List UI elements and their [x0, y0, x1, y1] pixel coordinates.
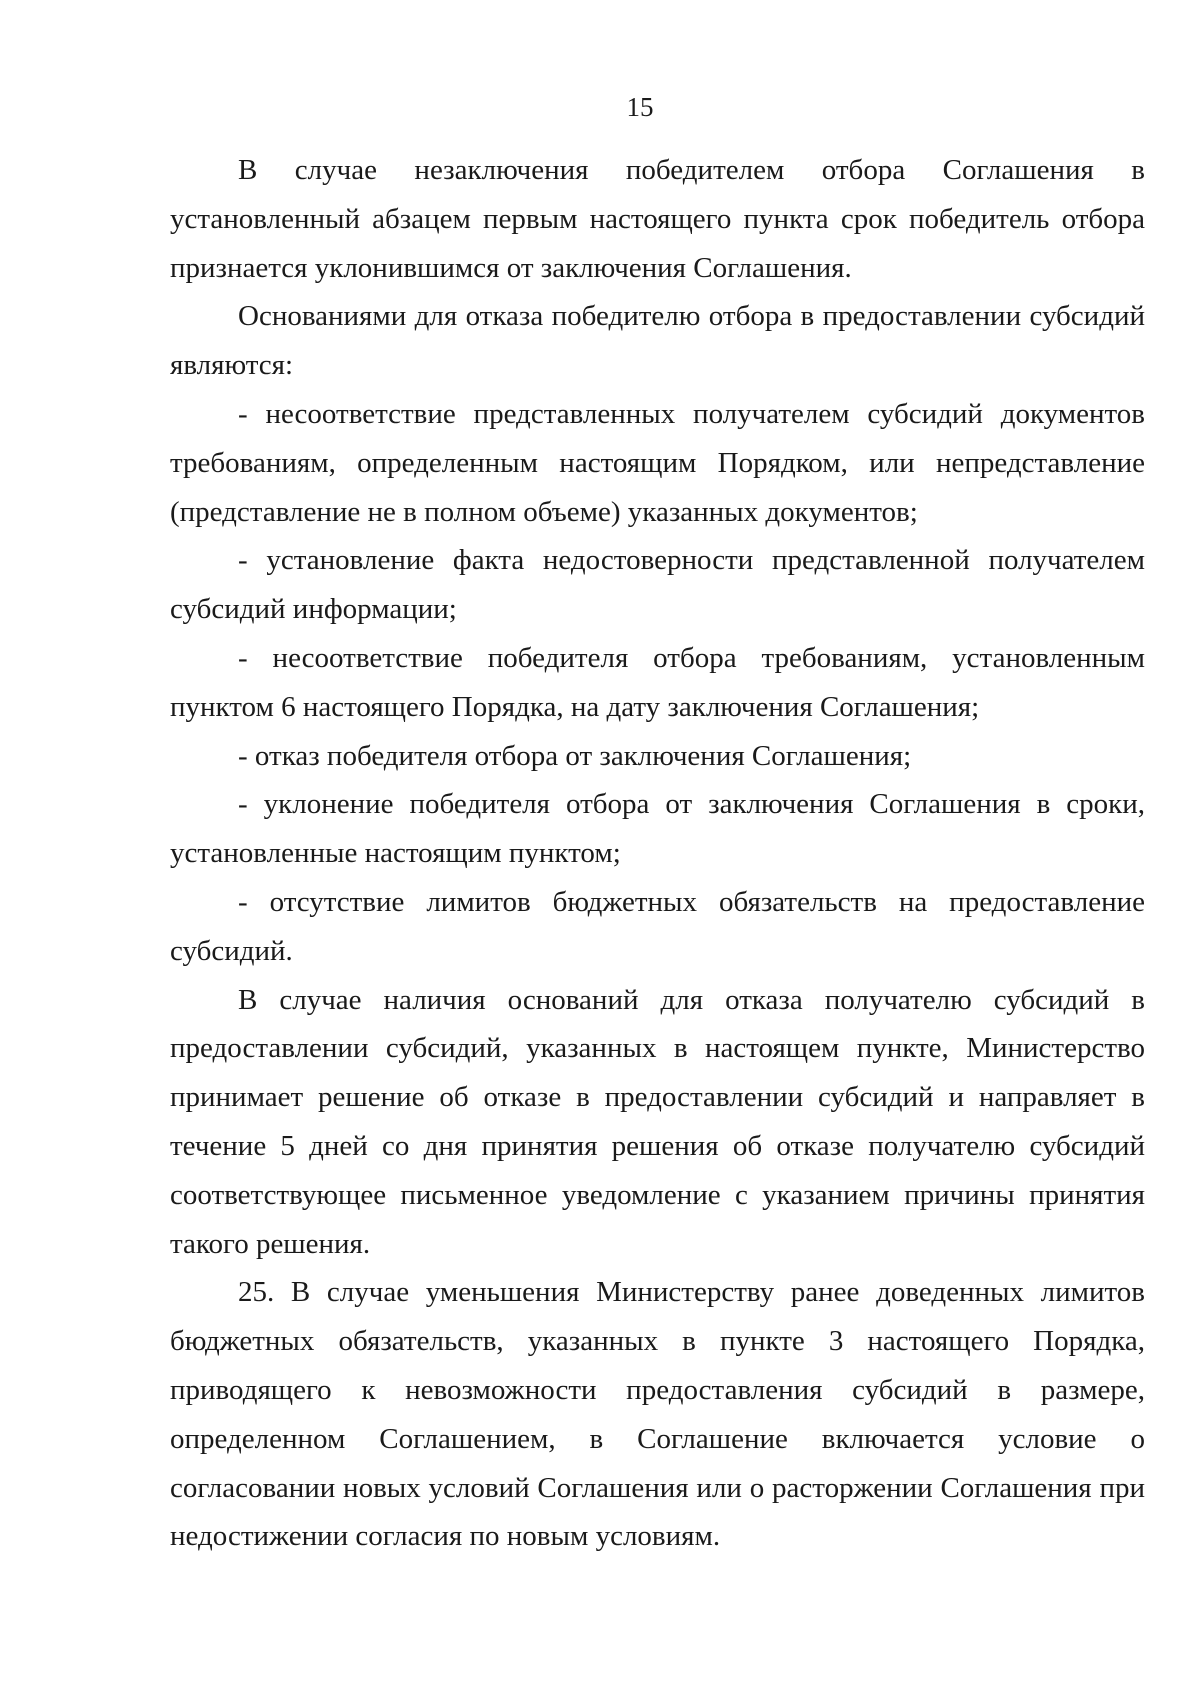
paragraph-clause-25: 25. В случае уменьшения Министерству ранее доведенных лимитов бюджетных обязательств, указанных в пункте 3 настоящего Порядка, приводящего к невозможности предоставления субсидий в размере, определенном Соглашением, в Соглашение включается условие о согласовании новых условий Соглашения или о расторжении Соглашения при недостижении согласия по новым условиям. [170, 1276, 1145, 1553]
list-item-no-limits: - отсутствие лимитов бюджетных обязательств на предоставление субсидий. [170, 885, 1145, 967]
paragraph-evasion: В случае незаключения победителем отбора Соглашения в установленный абзацем первым настоящего пункта срок победитель отбора признается уклонившимся от заключения Соглашения. [170, 154, 1145, 284]
list-item-noncompliance-documents: - несоответствие представленных получателем субсидий документов требованиям, определенным настоящим Порядком, или непредставление (представление не в полном объеме) указанных документов; [170, 397, 1145, 528]
list-item-false-information: - установление факта недостоверности представленной получателем субсидий информации; [170, 544, 1145, 626]
list-item-noncompliance-winner: - несоответствие победителя отбора требованиям, установленным пунктом 6 настоящего Порядка, на дату заключения Соглашения; [170, 641, 1145, 723]
list-item-evasion-deadline: - уклонение победителя отбора от заключения Соглашения в сроки, установленные настоящим пунктом; [170, 788, 1145, 870]
paragraph-refusal-grounds: Основаниями для отказа победителю отбора в предоставлении субсидий являются: [170, 300, 1145, 382]
paragraph-refusal-notice: В случае наличия оснований для отказа получателю субсидий в предоставлении субсидий, указанных в настоящем пункте, Министерство принимает решение об отказе в предоставлении субсидий и направляет в течение 5 дней со дня принятия решения об отказе получателю субсидий соответствующее письменное уведомление с указанием причины принятия такого решения. [170, 983, 1145, 1260]
document-body [170, 146, 1145, 1561]
list-item-refusal-to-sign: - отказ победителя отбора от заключения Соглашения; [238, 739, 912, 772]
page-number: 15 [626, 92, 654, 122]
